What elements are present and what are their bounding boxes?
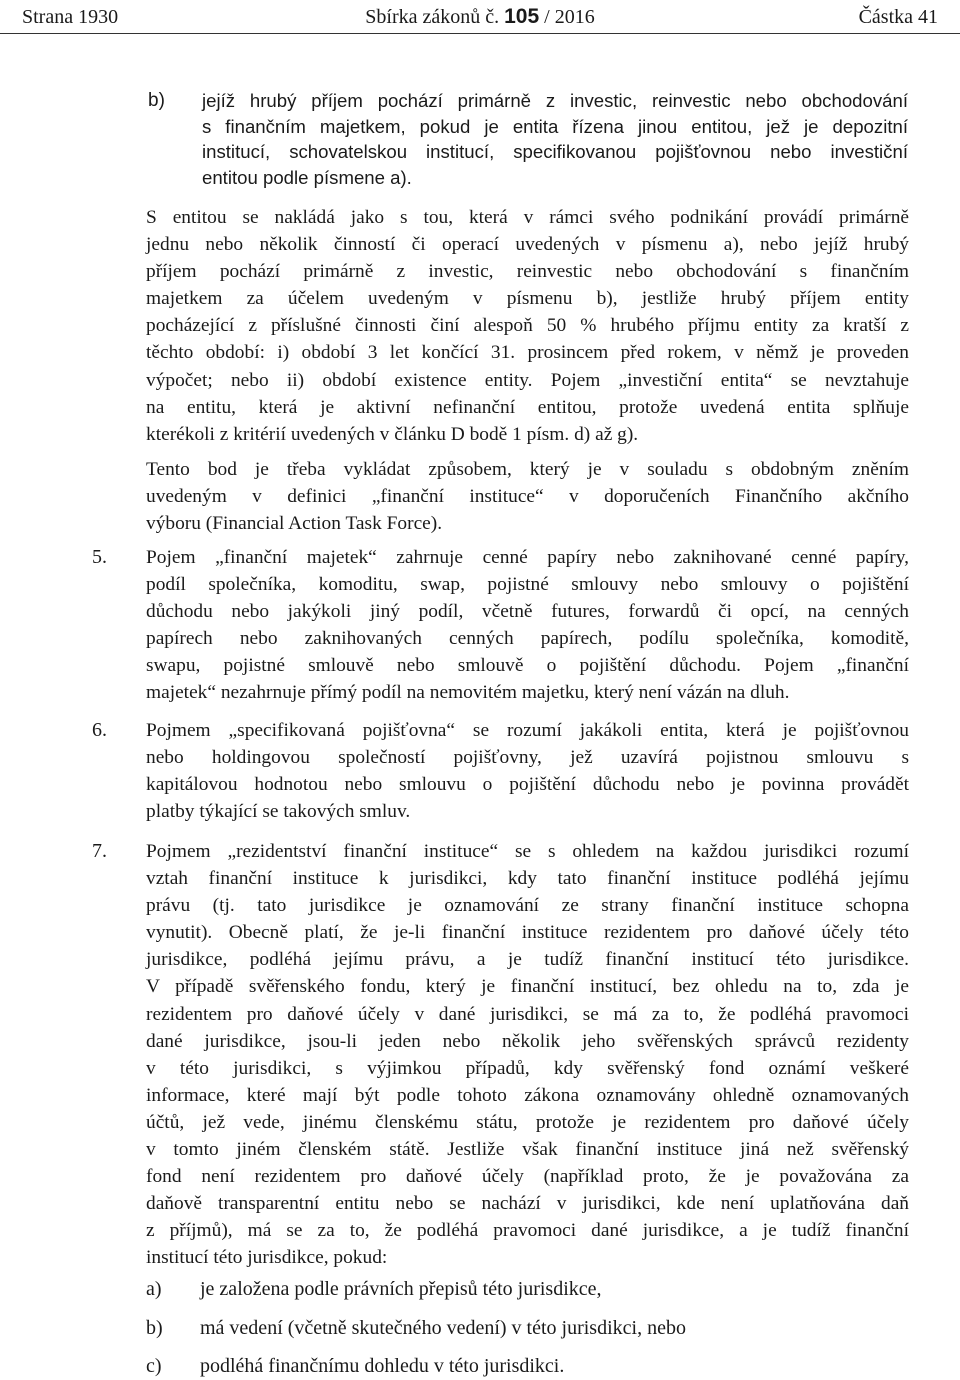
- text-line: institucí, schovatelskou institucí, specifikovanou pojišťovnou nebo investiční: [202, 141, 908, 163]
- subitem-a-marker: a): [146, 1278, 162, 1300]
- point-7-marker: 7.: [92, 840, 107, 862]
- point-6-marker: 6.: [92, 719, 107, 741]
- text-line: z příjmů), má se za to, že podléhá pravomoci dané jurisdikce, a je tudíž finanční: [146, 1220, 909, 1242]
- text-line: swapu, pojistné smlouvě nebo smlouvě o pojištění důchodu. Pojem „finanční: [146, 655, 909, 677]
- subitem-c-text: podléhá finančnímu dohledu v této jurisdikci.: [200, 1355, 565, 1377]
- text-line: dané jurisdikce, jsou-li jeden nebo několik jeho svěřenských správců rezidenty: [146, 1030, 909, 1052]
- text-line: fond není rezidentem pro daňové účely (například proto, že je považována za: [146, 1166, 909, 1188]
- law-number: 105: [504, 5, 540, 28]
- text-line: Pojmem „specifikovaná pojišťovna“ se rozumí jakákoli entita, která je pojišťovnou: [146, 720, 909, 741]
- text-line: Pojem „finanční majetek“ zahrnuje cenné papíry nebo zaknihované cenné papíry,: [146, 547, 909, 568]
- text-line: těchto období: i) období 3 let končící 31. prosincem před rokem, v němž je proveden: [146, 342, 909, 364]
- text-line: uvedeným v definici „finanční instituce“ v doporučeních Finančního akčního: [146, 486, 909, 508]
- subitem-a-text: je založena podle právních přepisů této jurisdikce,: [200, 1278, 602, 1300]
- text-line: institucí této jurisdikce, pokud:: [146, 1247, 388, 1269]
- text-line: daňově transparentní entitu nebo se nachází v jurisdikci, kde není uplatňována daň: [146, 1193, 909, 1215]
- issue-number: Částka 41: [858, 6, 938, 28]
- text-line: V případě svěřenského fondu, který je finanční institucí, bez ohledu na to, zda je: [146, 976, 909, 998]
- text-line: podíl společníka, komoditu, swap, pojistné smlouvy nebo smlouvy o pojištění: [146, 574, 909, 596]
- text-line: v této jurisdikci, s výjimkou případů, kdy svěřenský fond oznámí veškeré: [146, 1057, 909, 1079]
- text-line: kapitálovou hodnotou nebo smlouvu o pojištění důchodu nebo je povinna provádět: [146, 774, 909, 796]
- text-line: s finančním majetkem, pokud je entita řízena jinou entitou, jež je depozitní: [202, 115, 908, 137]
- text-line: příjem pochází primárně z investic, reinvestic nebo obchodování s finančním: [146, 261, 909, 283]
- text-line: jednu nebo několik činností či operací uvedených v písmenu a), nebo jejíž hrubý: [146, 234, 909, 256]
- text-line: právu (tj. tato jurisdikce je oznamování ze strany finanční instituce schopna: [146, 895, 909, 917]
- text-line: majetkem za účelem uvedeným v písmenu b), jestliže hrubý příjem entity: [146, 288, 909, 310]
- point-5-marker: 5.: [92, 546, 107, 568]
- text-line: informace, které mají být podle tohoto zákona oznamovány ohledně oznamovaných: [146, 1084, 909, 1106]
- text-line: kterékoli z kritérií uvedených v článku D bodě 1 písm. d) až g).: [146, 423, 639, 445]
- paragraph-tento-bod: [146, 456, 909, 537]
- text-line: na entitu, která je aktivní nefinanční entitou, protože uvedená entita splňuje: [146, 396, 909, 418]
- text-line: entitou podle písmene a).: [202, 167, 412, 189]
- point-6-text: [146, 717, 909, 825]
- point-7-text: [146, 838, 909, 1272]
- text-line: Tento bod je třeba vykládat způsobem, který je v souladu s obdobným zněním: [146, 459, 909, 480]
- subitem-b-marker: b): [146, 1317, 163, 1339]
- subitem-b-text: má vedení (včetně skutečného vedení) v této jurisdikci, nebo: [200, 1317, 686, 1339]
- paragraph-s-entitou: [146, 204, 909, 448]
- collection-prefix: Sbírka zákonů č.: [365, 6, 500, 28]
- subitem-c-marker: c): [146, 1355, 162, 1377]
- text-line: Pojmem „rezidentství finanční instituce“ se s ohledem na každou jurisdikci rozumí: [146, 841, 909, 862]
- text-line: platby týkající se takových smluv.: [146, 801, 411, 823]
- text-line: účtů, jež vede, jinému členskému státu, protože je rezidentem pro daňové účely: [146, 1111, 909, 1133]
- text-line: jejíž hrubý příjem pochází primárně z investic, reinvestic nebo obchodování: [202, 90, 908, 111]
- text-line: v tomto jiném členském státě. Jestliže však finanční instituce jiná než svěřenský: [146, 1139, 909, 1161]
- text-line: výboru (Financial Action Task Force).: [146, 513, 443, 535]
- text-line: majetek“ nezahrnuje přímý podíl na nemovitém majetku, který není vázán na dluh.: [146, 682, 790, 704]
- text-line: vynutit). Obecně platí, že je-li finanční instituce rezidentem pro daňové účely této: [146, 922, 909, 944]
- page-number: Strana 1930: [22, 6, 119, 28]
- item-b-marker: b): [148, 90, 165, 111]
- point-5-text: [146, 544, 909, 707]
- text-line: pocházející z příslušné činnosti činí alespoň 50 % hrubého příjmu entity za kratší z: [146, 315, 909, 337]
- header-divider: [0, 33, 960, 34]
- text-line: důchodu nebo jakýkoli jiný podíl, včetně futures, forwardů či opcí, na cenných: [146, 601, 909, 623]
- text-line: nebo holdingovou společností pojišťovny, jež uzavírá pojistnou smlouvu s: [146, 747, 909, 769]
- text-line: rezidentem pro daňové účely v dané jurisdikci, se má za to, že podléhá pravomoci: [146, 1003, 909, 1025]
- page-header: [22, 4, 938, 30]
- collection-title: [22, 4, 938, 30]
- item-b-text: [202, 88, 908, 191]
- text-line: jurisdikce, podléhá jejímu právu, a je tudíž finanční institucí této jurisdikce.: [146, 949, 909, 971]
- collection-year: / 2016: [544, 6, 595, 28]
- text-line: vztah finanční instituce k jurisdikci, kdy tato finanční instituce podléhá jejímu: [146, 868, 909, 890]
- text-line: S entitou se nakládá jako s tou, která v rámci svého podnikání provádí primárně: [146, 207, 909, 228]
- text-line: papírech nebo zaknihovaných cenných papírech, podílu společníka, komoditě,: [146, 628, 909, 650]
- text-line: výpočet; nebo ii) období existence entity. Pojem „investiční entita“ se nevztahuje: [146, 369, 909, 391]
